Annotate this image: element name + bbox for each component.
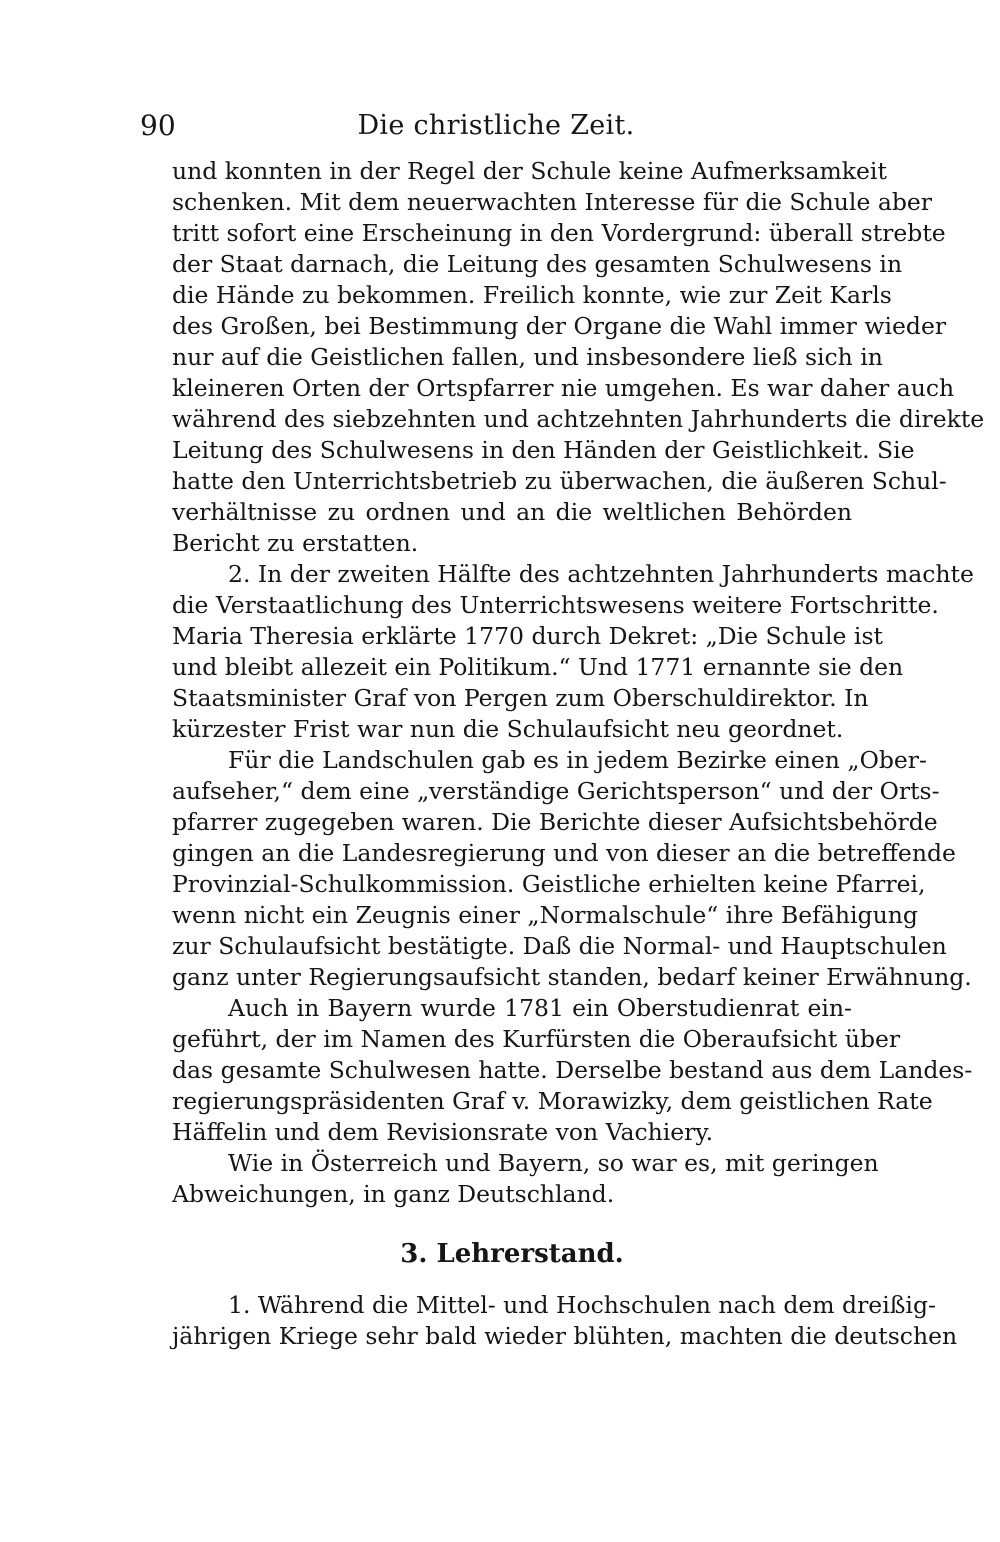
text-line: geführt, der im Namen des Kurfürsten die Oberaufsicht über (172, 1025, 901, 1053)
text-line: kürzester Frist war nun die Schulaufsicht neu geordnet. (172, 715, 844, 743)
text-line: Für die Landschulen gab es in jedem Bezirke einen „Ober- (228, 746, 927, 774)
text-line: die Hände zu bekommen. Freilich konnte, wie zur Zeit Karls (172, 281, 892, 309)
paragraph-2 (172, 559, 974, 745)
text-line: das gesamte Schulwesen hatte. Derselbe bestand aus dem Landes- (172, 1056, 973, 1084)
text-line: Wie in Österreich und Bayern, so war es, mit geringen (228, 1149, 879, 1177)
text-line: des Großen, bei Bestimmung der Organe die Wahl immer wieder (172, 312, 947, 340)
paragraph-3 (172, 745, 972, 993)
running-title: Die christliche Zeit. (357, 110, 635, 141)
page-number: 90 (140, 109, 176, 142)
text-line: der Staat darnach, die Leitung des gesamten Schulwesens in (172, 250, 903, 278)
text-line: 2. In der zweiten Hälfte des achtzehnten Jahrhunderts machte (228, 560, 974, 588)
text-line: tritt sofort eine Erscheinung in den Vordergrund: überall strebte (172, 219, 946, 247)
section-heading: 3. Lehrerstand. (400, 1239, 624, 1269)
text-line: Staatsminister Graf von Pergen zum Oberschuldirektor. In (172, 684, 869, 712)
text-line: 1. Während die Mittel- und Hochschulen nach dem dreißig- (228, 1291, 936, 1319)
body-text (172, 156, 985, 1352)
text-line: Abweichungen, in ganz Deutschland. (172, 1180, 615, 1208)
text-line: während des siebzehnten und achtzehnten Jahrhunderts die direkte (172, 405, 985, 433)
text-line: jährigen Kriege sehr bald wieder blühten, machten die deutschen (172, 1322, 958, 1350)
section-paragraph-1 (172, 1290, 958, 1352)
paragraph-1 (172, 156, 985, 559)
text-line: Provinzial-Schulkommission. Geistliche erhielten keine Pfarrei, (172, 870, 926, 898)
text-line: und bleibt allezeit ein Politikum.“ Und 1771 ernannte sie den (172, 653, 904, 681)
text-line: wenn nicht ein Zeugnis einer „Normalschule“ ihre Befähigung (172, 901, 918, 929)
text-line: Leitung des Schulwesens in den Händen der Geistlichkeit. Sie (172, 436, 915, 464)
text-line: ganz unter Regierungsaufsicht standen, bedarf keiner Erwähnung. (172, 963, 972, 991)
text-line: kleineren Orten der Ortspfarrer nie umgehen. Es war daher auch (172, 374, 955, 402)
paragraph-4 (172, 993, 973, 1148)
text-line: die Verstaatlichung des Unterrichtswesens weitere Fortschritte. (172, 591, 939, 619)
text-line: Häffelin und dem Revisionsrate von Vachiery. (172, 1118, 714, 1146)
text-line: und konnten in der Regel der Schule keine Aufmerksamkeit (172, 157, 887, 185)
text-line: Bericht zu erstatten. (172, 529, 419, 557)
text-line: pfarrer zugegeben waren. Die Berichte dieser Aufsichtsbehörde (172, 808, 938, 836)
text-line: gingen an die Landesregierung und von dieser an die betreffende (172, 839, 956, 867)
text-line: schenken. Mit dem neuerwachten Interesse für die Schule aber (172, 188, 933, 216)
text-line: hatte den Unterrichtsbetrieb zu überwachen, die äußeren Schul- (172, 467, 947, 495)
text-line: Maria Theresia erklärte 1770 durch Dekret: „Die Schule ist (172, 622, 883, 650)
text-line: zur Schulaufsicht bestätigte. Daß die Normal- und Hauptschulen (172, 932, 947, 960)
text-line: regierungspräsidenten Graf v. Morawizky, dem geistlichen Rate (172, 1087, 933, 1115)
running-head (140, 106, 852, 146)
paragraph-5 (172, 1148, 879, 1210)
text-line: aufseher,“ dem eine „verständige Gerichtsperson“ und der Orts- (172, 777, 940, 805)
text-line: verhältnisse zu ordnen und an die weltlichen Behörden (172, 498, 852, 526)
text-line: Auch in Bayern wurde 1781 ein Oberstudienrat ein- (228, 994, 852, 1022)
text-line: nur auf die Geistlichen fallen, und insbesondere ließ sich in (172, 343, 883, 371)
